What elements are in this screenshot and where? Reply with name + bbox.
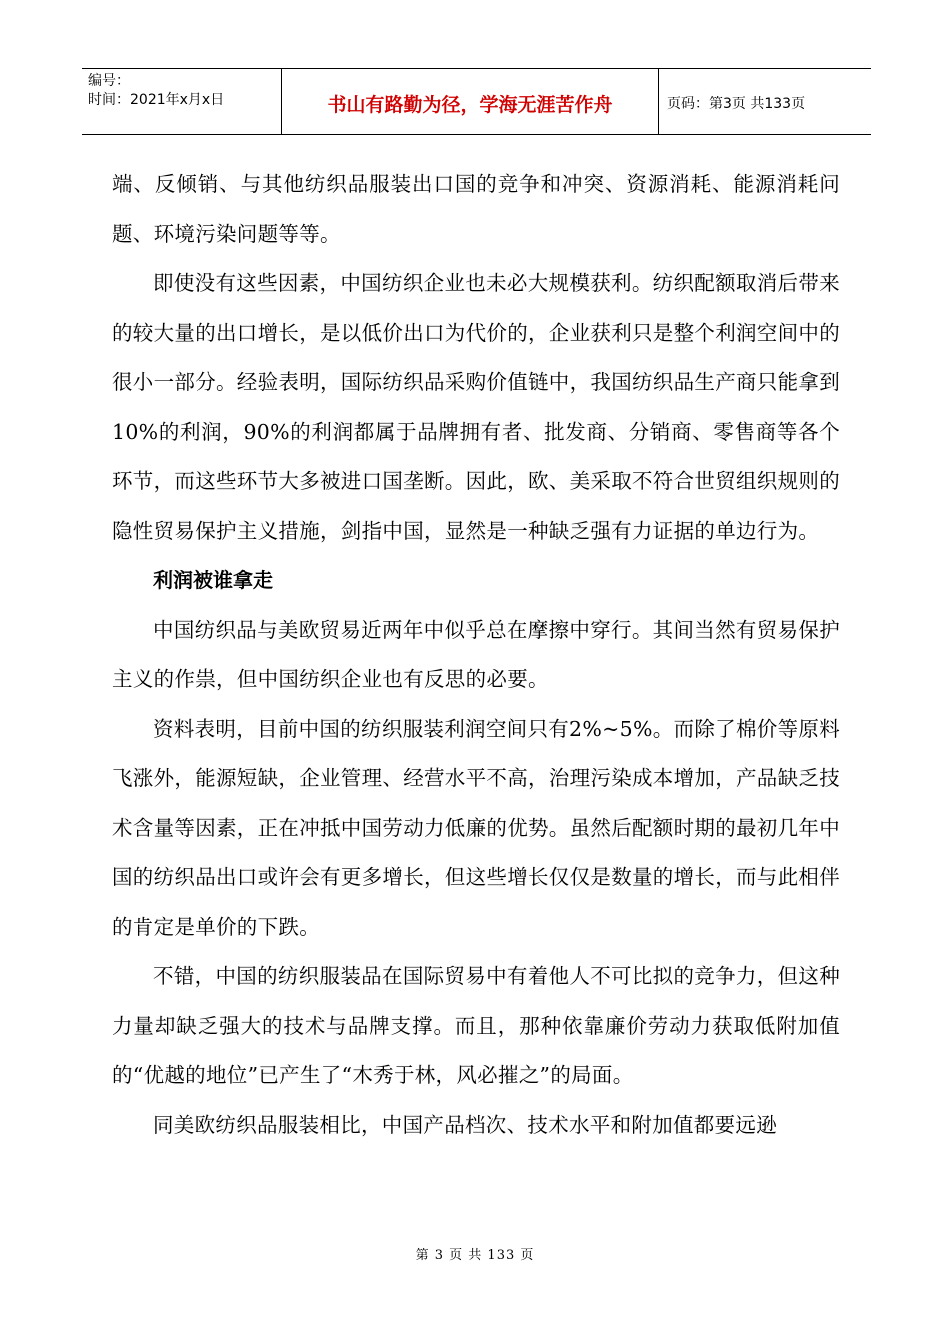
header-meta-cell <box>82 69 282 134</box>
header-page-info: 页码：第3页 共133页 <box>667 95 806 112</box>
header-page-cell <box>659 69 871 134</box>
body-paragraph: 同美欧纺织品服装相比，中国产品档次、技术水平和附加值都要远逊 <box>153 1112 777 1137</box>
body-paragraph: 即使没有这些因素，中国纺织企业也未必大规模获利。纺织配额取消后带来的较大量的出口增长，是以低价出口为代价的，企业获利只是整个利润空间中的很小一部分。经验表明，国际纺织品采购价值链中，我国纺织品生产商只能拿到10%的利润，90%的利润都属于品牌拥有者、批发商、分销商、零售商等各个环节，而这些环节大多被进口国垄断。因此，欧、美采取不符合世贸组织规则的隐性贸易保护主义措施，剑指中国，显然是一种缺乏强有力证据的单边行为。 <box>112 271 840 543</box>
page-footer <box>0 1244 950 1263</box>
page-header <box>82 68 871 135</box>
document-body <box>112 160 840 1150</box>
body-paragraph: 中国纺织品与美欧贸易近两年中似乎总在摩擦中穿行。其间当然有贸易保护主义的作祟，但中国纺织企业也有反思的必要。 <box>112 617 840 691</box>
body-paragraph: 端、反倾销、与其他纺织品服装出口国的竞争和冲突、资源消耗、能源消耗问题、环境污染问题等等。 <box>112 172 840 246</box>
footer-page-number: 第 3 页 共 133 页 <box>415 1248 535 1263</box>
document-date-label: 时间：2021年x月x日 <box>88 92 225 108</box>
header-motto-cell <box>282 69 659 134</box>
document-number-label: 编号： <box>88 73 130 89</box>
section-heading: 利润被谁拿走 <box>153 568 273 592</box>
header-motto: 书山有路勤为径，学海无涯苦作舟 <box>327 94 613 116</box>
body-paragraph: 资料表明，目前中国的纺织服装利润空间只有2%~5%。而除了棉价等原料飞涨外，能源短缺，企业管理、经营水平不高，治理污染成本增加，产品缺乏技术含量等因素，正在冲抵中国劳动力低廉的优势。虽然后配额时期的最初几年中国的纺织品出口或许会有更多增长，但这些增长仅仅是数量的增长，而与此相伴的肯定是单价的下跌。 <box>112 716 840 939</box>
body-paragraph: 不错，中国的纺织服装品在国际贸易中有着他人不可比拟的竞争力，但这种力量却缺乏强大的技术与品牌支撑。而且，那种依靠廉价劳动力获取低附加值的“优越的地位”已产生了“木秀于林，风必摧之”的局面。 <box>112 964 840 1087</box>
